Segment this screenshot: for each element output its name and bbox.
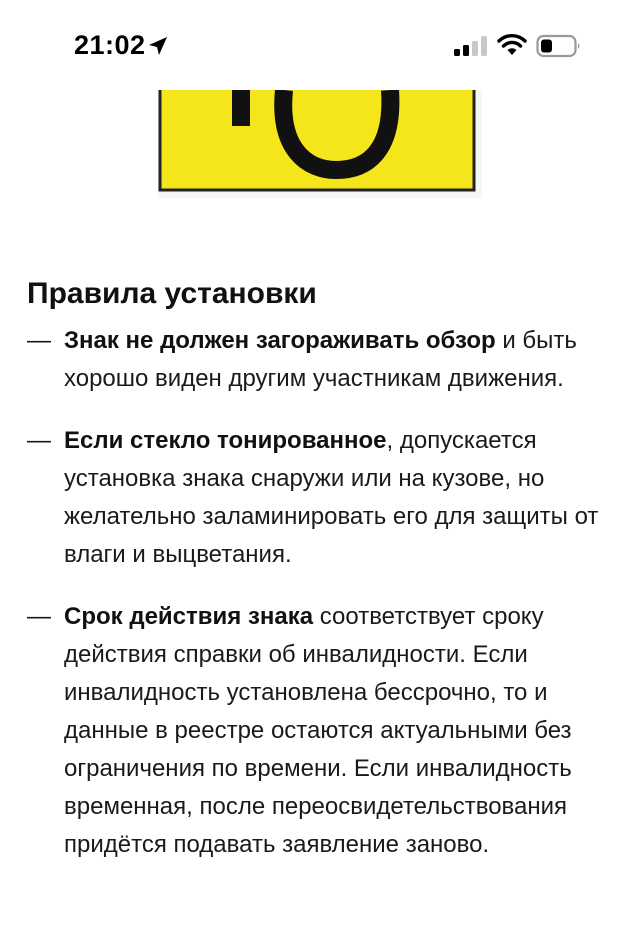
cellular-signal-icon xyxy=(454,36,488,56)
rule-dash: — xyxy=(27,327,51,354)
wifi-icon xyxy=(497,33,527,57)
rule-bold-text: Знак не должен загораживать обзор xyxy=(64,327,496,354)
rule-text: соответствует сроку действия справки об инвалидности. Если инвалидность установлена бессрочно, то и данные в реестре остаются актуальными без ограничения по времени. Если инвалидность временная, после переосвидетельствования придётся подавать заявление заново. xyxy=(64,603,572,858)
rule-bold-text: Срок действия знака xyxy=(64,603,314,630)
rule-item xyxy=(0,598,640,864)
rule-item xyxy=(0,322,640,398)
rule-bold-text: Если стекло тонированное xyxy=(64,427,387,454)
section-title: Правила установки xyxy=(27,277,317,310)
rule-text: и быть хорошо виден другим участникам движения. xyxy=(64,327,577,392)
rule-text: , допускается установка знака снаружи или на кузове, но желательно заламинировать его для защиты от влаги и выцветания. xyxy=(64,427,599,568)
location-arrow-icon xyxy=(146,34,170,58)
battery-icon xyxy=(536,34,582,58)
status-bar xyxy=(0,0,640,90)
rule-dash: — xyxy=(27,427,51,454)
rules-list xyxy=(0,322,640,888)
rule-item xyxy=(0,422,640,574)
parking-sign-image xyxy=(158,90,482,198)
rule-dash: — xyxy=(27,603,51,630)
status-time: 21:02 xyxy=(74,30,146,60)
